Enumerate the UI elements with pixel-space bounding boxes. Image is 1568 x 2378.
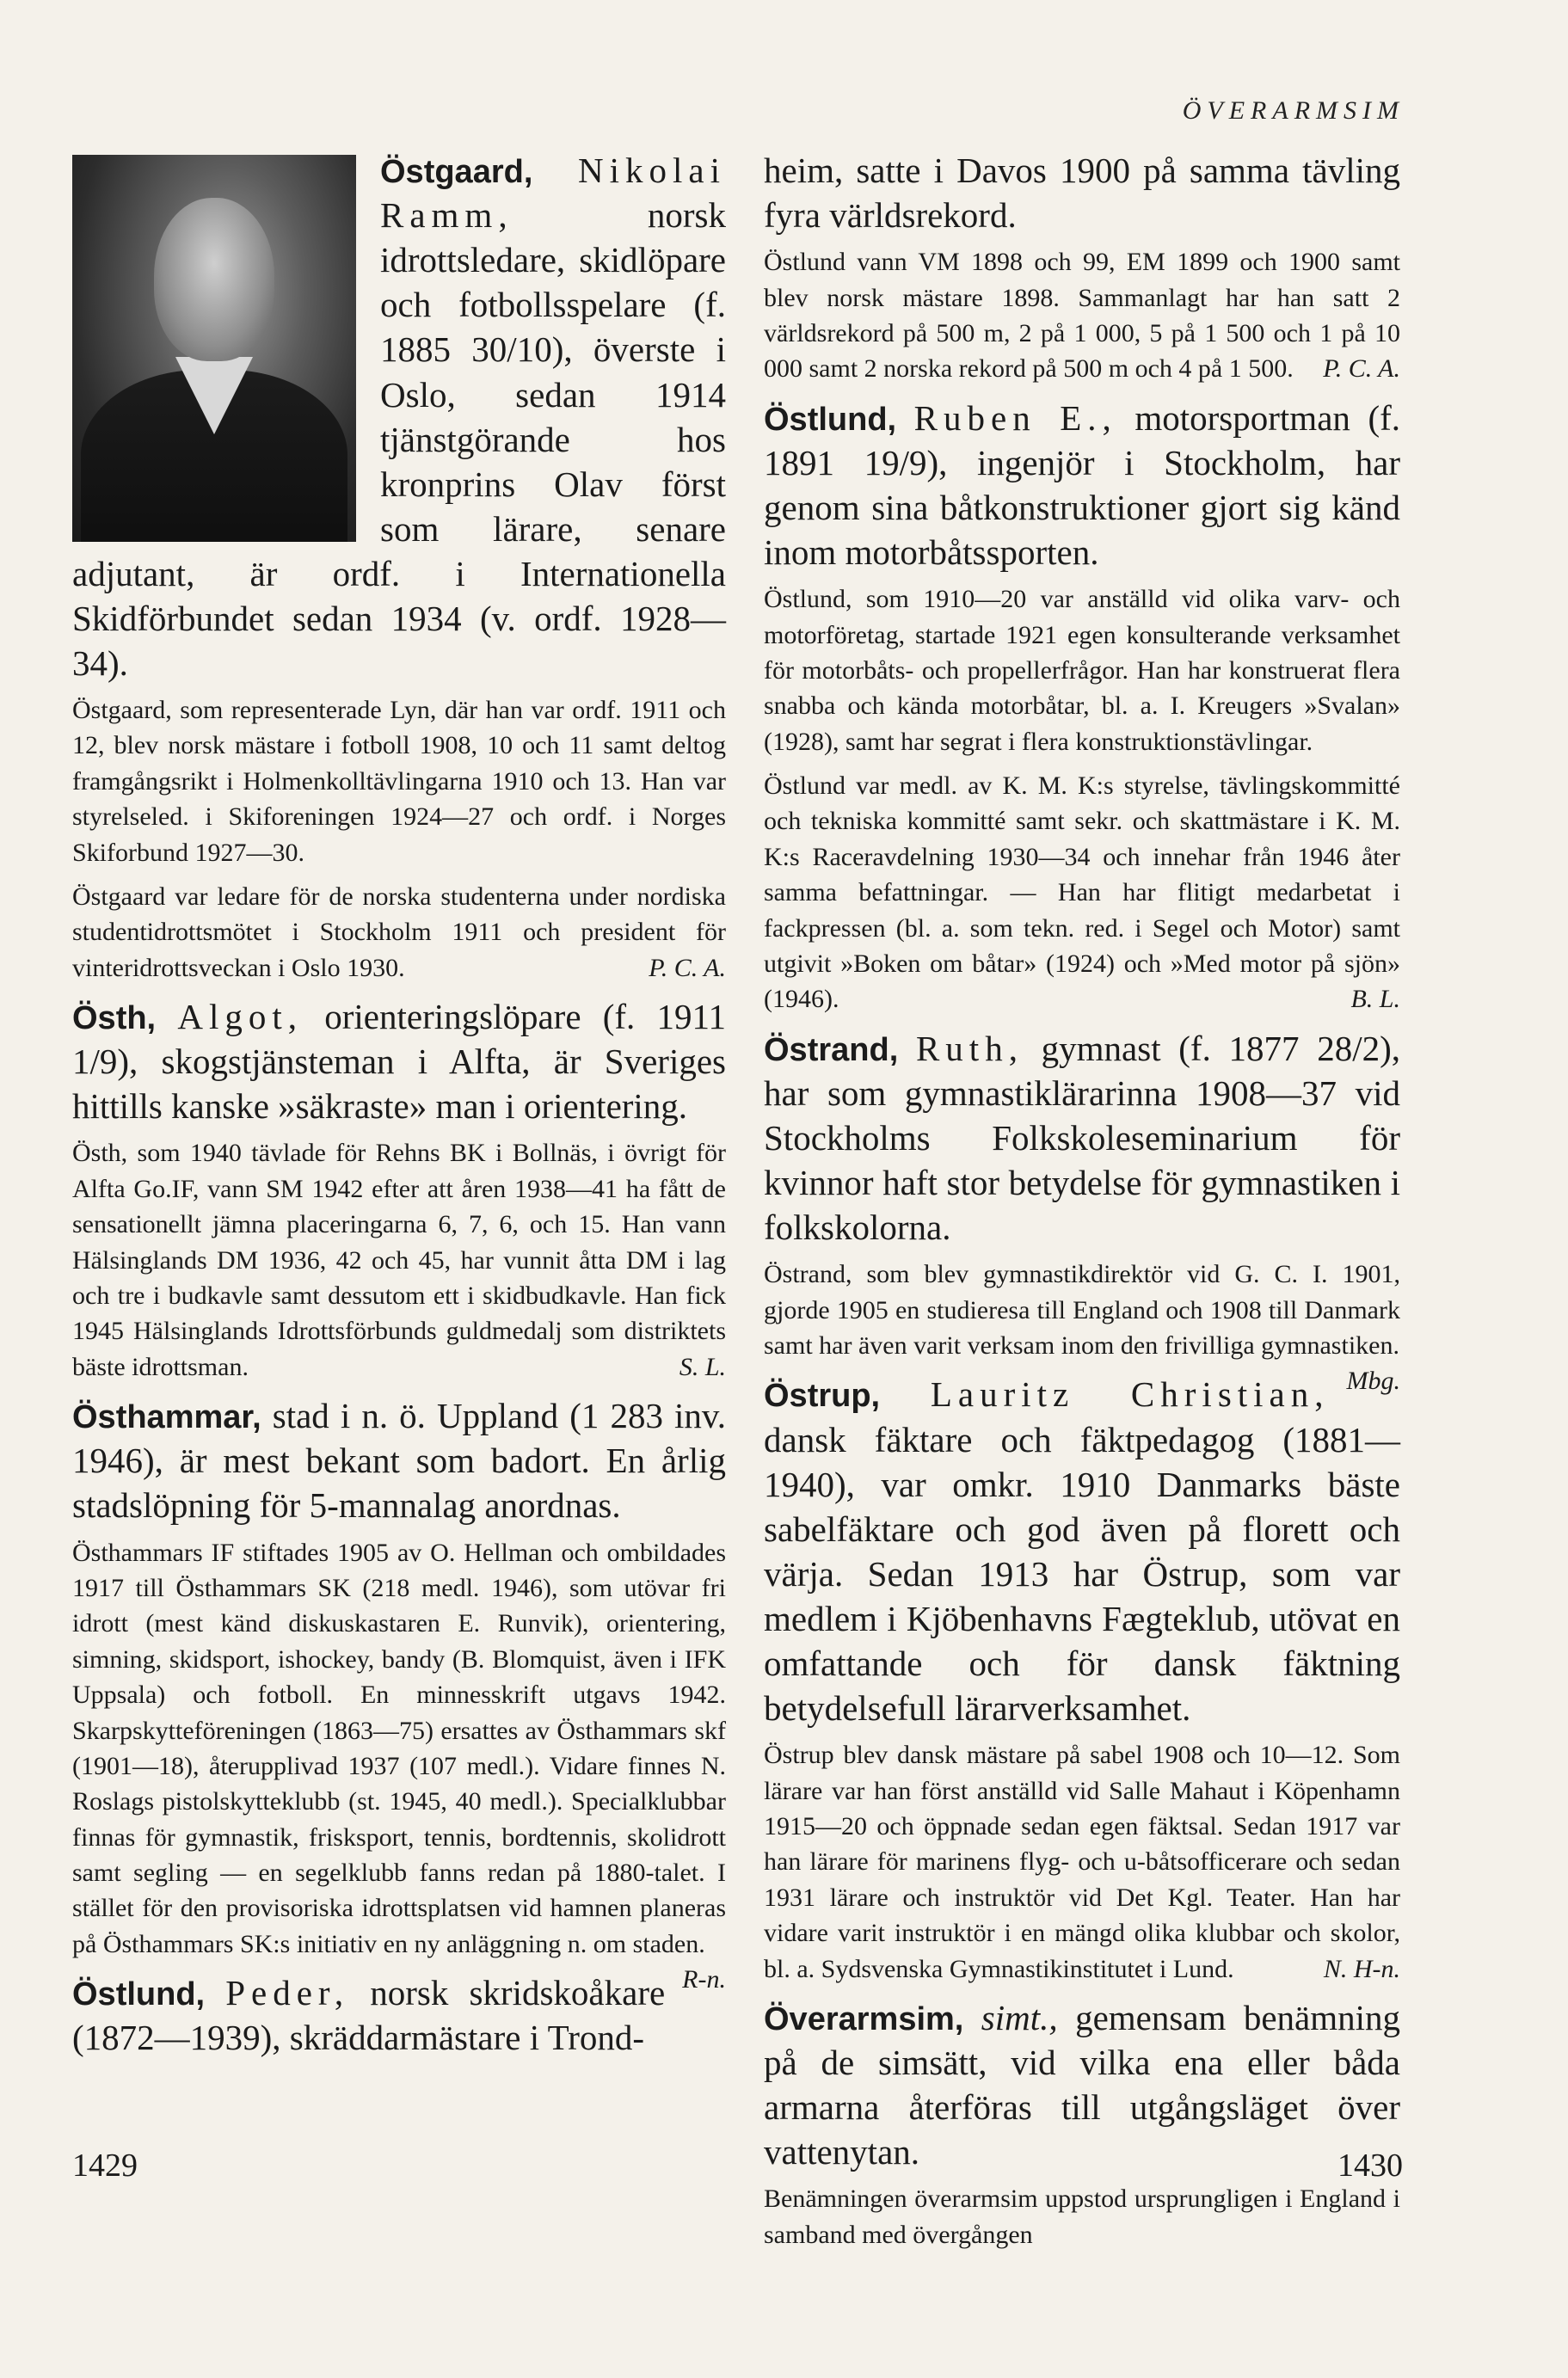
headword: Östhammar,: [72, 1399, 261, 1436]
entry-ostrand: [764, 1026, 1400, 1250]
headword: Östgaard,: [380, 154, 533, 190]
entry-ostrup: [764, 1372, 1400, 1730]
entry-text: Östlund vann VM 1898 och 99, EM 1899 och 1900 samt blev norsk mästare 1898. Sammanlagt har han satt 2 världsrekord på 500 m, 2 på 1 000, 5 på 1 500 och 1 på 10 000 samt 2 norska rekord på 500 m och 4 på 1 500.: [764, 248, 1400, 384]
entry-body: motorsportman (f. 1891 19/9), ingenjör i Stockholm, har genom sina båtkonstruktioner gjort sig känd inom motorbåtssporten.: [764, 397, 1401, 573]
headword: Östlund,: [764, 401, 897, 438]
entry-text: Östrup blev dansk mästare på sabel 1908 och 10—12. Som lärare var han först anställd vid Salle Mahaut i Köpenhamn 1915—20 och öppnade sedan egen fäktsal. Sedan 1917 var han lärare för marinens flyg- och u-båtsofficerare och sedan 1931 lärare och instruktör vid Det Kgl. Teater. Han har vidare varit instruktör i en mängd olika klubbar och skolor, bl. a. Sydsvenska Gymnastikinstitutet i Lund.: [764, 1741, 1400, 1983]
signature: S. L.: [679, 1352, 726, 1381]
entry-body: norsk skridskoåkare (1872—1939), skräddarmästare i Trond-: [72, 1973, 666, 2058]
running-head: ÖVERARMSIM: [1182, 96, 1405, 125]
entry-paragraph: Östlund, som 1910—20 var anställd vid olika varv- och motorföretag, startade 1921 egen konsulterande verksamhet för motorbåts- och propellerfrågor. Han har konstruerat flera snabba och kända motorbåtar, bl. a. I. Kreugers »Svalan» (1928), samt har segrat i flera konstruktionstävlingar.: [764, 585, 1400, 756]
entry-name: Lauritz Christian,: [930, 1374, 1330, 1415]
signature: R-n.: [682, 1965, 726, 1994]
entry-text: Östlund var medl. av K. M. K:s styrelse, tävlingskommitté och tekniska kommitté samt sekr. och skattmästare i K. M. K:s Raceravdelning 1930—34 och innehar från 1946 åter samma befattningar. — Han har flitigt medarbetat i fackpressen (bl. a. som tekn. red. i Segel och Motor) samt utgivit »Boken om båtar» (1924) och »Med motor på sjön» (1946).: [764, 771, 1400, 1014]
entry-paragraph: [764, 244, 1400, 387]
headword: Östlund,: [72, 1976, 206, 2013]
entry-paragraph: [764, 768, 1400, 1017]
grammar-label: simt.,: [981, 1997, 1058, 2037]
portrait-photo: [72, 155, 356, 542]
headword: Östrand,: [764, 1031, 899, 1068]
entry-osth: [72, 994, 726, 1128]
entry-text: Östh, som 1940 tävlade för Rehns BK i Bollnäs, i övrigt för Alfta Go.IF, vann SM 1942 efter att åren 1938—41 ha fått de sensationellt jämna placeringarna 6, 7, 6, och 15. Han vann Hälsinglands DM 1936, 42 och 45, har vunnit åtta DM i lag och tre i budkavle samt dessutom ett i skidbudkavle. Han fick 1945 Hälsinglands Idrottsförbunds guldmedalj som distriktets bäste idrottsman.: [72, 1139, 726, 1381]
entry-ostlund-ruben: [764, 396, 1400, 575]
entry-text: Östrand, som blev gymnastikdirektör vid G. C. I. 1901, gjorde 1905 en studieresa till England och 1908 till Danmark samt har även varit verksam inom den frivilliga gymnastiken.: [764, 1260, 1400, 1361]
entry-osthammar: [72, 1393, 726, 1527]
entry-body: gymnast (f. 1877 28/2), har som gymnastiklärarinna 1908—37 vid Stockholms Folkskoleseminarium för kvinnor haft stor betydelse för gymnastiken i folkskolorna.: [764, 1028, 1401, 1248]
headword: Östrup,: [764, 1378, 881, 1415]
left-column: [72, 148, 726, 2068]
entry-body: dansk fäktare och fäktpedagog (1881—1940), var omkr. 1910 Danmarks bäste sabelfäktare och god även på florett och värja. Sedan 1913 har Östrup, som var medlem i Kjöbenhavns Fægteklub, utövat en omfattande och för dansk fäktning betydelsefull lärarverksamhet.: [764, 1419, 1400, 1729]
page-number-right: 1430: [1337, 2148, 1403, 2184]
signature: N. H-n.: [1323, 1954, 1400, 1983]
entry-paragraph: [72, 879, 726, 986]
entry-ostlund-peder: [72, 1970, 726, 2060]
portrait-face: [154, 198, 274, 361]
entry-paragraph: Östgaard, som representerade Lyn, där han var ordf. 1911 och 12, blev norsk mästare i fotboll 1908, 10 och 11 samt deltog framgångsrikt i Holmenkolltävlingarna 1910 och 13. Han var styrelseled. i Skiforeningen 1924—27 och ordf. i Norges Skiforbund 1927—30.: [72, 695, 726, 867]
signature: B. L.: [1350, 985, 1400, 1014]
entry-text: Östgaard var ledare för de norska studenterna under nordiska studentidrottsmötet i Stockholm 1911 och president för vinteridrottsveckan i Oslo 1930.: [72, 882, 726, 982]
headword: Östh,: [72, 1000, 157, 1037]
entry-name: Ruben E.,: [913, 397, 1117, 438]
entry-name: Nikolai Ramm,: [380, 151, 726, 236]
entry-continuation: heim, satte i Davos 1900 på samma tävling fyra världsrekord.: [764, 151, 1400, 236]
entry-body: norsk idrottsledare, skidlöpare och fotbollsspelare (f. 1885 30/10), överste i Oslo, sedan 1914 tjänstgörande hos kronprins Olav först som lärare, senare adjutant, är ordf. i Internationella Skidförbundet sedan 1934 (v. ordf. 1928—34).: [72, 195, 726, 683]
headword: Överarmsim,: [764, 2000, 964, 2037]
entry-name: Ruth,: [915, 1028, 1024, 1068]
entry-overarmsim: [764, 1995, 1400, 2174]
signature: Mbg.: [1346, 1367, 1400, 1396]
entry-name: Algot,: [177, 997, 304, 1037]
entry-body: orienteringslöpare (f. 1911 1/9), skogstjänsteman i Alfta, är Sveriges hittills kanske »säkraste» man i orientering.: [72, 997, 727, 1127]
entry-text: Östhammars IF stiftades 1905 av O. Hellman och ombildades 1917 till Östhammars SK (218 medl. 1946), som utövar fri idrott (mest känd diskuskastaren E. Runvik), orientering, simning, skidsport, ishockey, bandy (B. Blomquist, även i IFK Uppsala) och fotboll. En minnesskrift utgavs 1942. Skarpskytteföreningen (1863—75) ersattes av Östhammars skf (1901—18), återupplivad 1937 (107 medl.). Vidare finnes N. Roslags pistolskytteklubb (st. 1945, 40 medl.). Specialklubbar finnas för gymnastik, frisksport, tennis, bordtennis, skolidrott samt segling — en segelklubb fanns redan på 1880-talet. I stället för den provisoriska idrottsplatsen vid hamnen planeras på Östhammars SK:s initiativ en ny anläggning n. om staden.: [72, 1538, 726, 1958]
page-number-left: 1429: [72, 2148, 138, 2184]
entry-paragraph: [72, 1135, 726, 1385]
entry-name: Peder,: [225, 1973, 350, 2013]
entry-body: stad i n. ö. Uppland (1 283 inv. 1946), är mest bekant som badort. En årlig stadslöpning för 5-mannalag anordnas.: [72, 1396, 727, 1526]
entry-paragraph: Benämningen överarmsim uppstod ursprungligen i England i samband med övergången: [764, 2184, 1400, 2249]
signature: P. C. A.: [1323, 354, 1400, 384]
entry-body: gemensam benämning på de simsätt, vid vilka ena eller båda armarna återföras till utgångsläget över vattenytan.: [764, 1997, 1401, 2172]
entry-paragraph: [764, 1737, 1400, 1987]
signature: P. C. A.: [649, 953, 726, 982]
right-column: [764, 148, 1400, 2261]
